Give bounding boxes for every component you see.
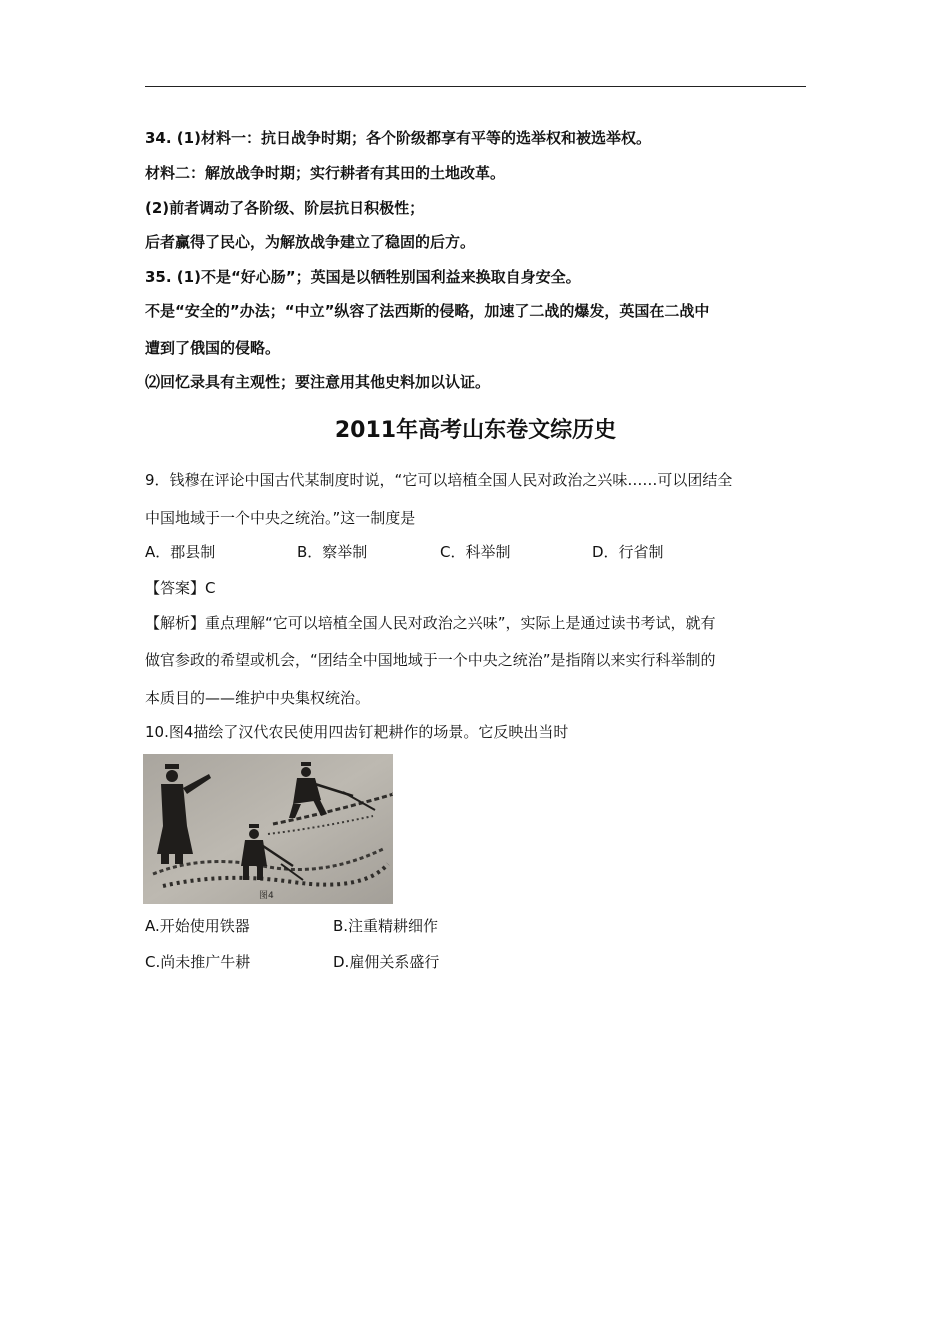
answer-34-line-1: 34. (1)材料一：抗日战争时期；各个阶级都享有平等的选举权和被选举权。: [145, 129, 651, 147]
q9-analysis-line-1: 【解析】重点理解“它可以培植全国人民对政治之兴味”，实际上是通过读书考试，就有: [145, 614, 716, 632]
header-rule: [145, 86, 806, 87]
section-title: 2011年高考山东卷文综历史: [334, 418, 617, 443]
answer-35-line-4: ⑵回忆录具有主观性；要注意用其他史料加以认证。: [145, 373, 491, 391]
q10-option-b: B.注重精耕细作: [333, 917, 439, 935]
q10-option-a: A.开始使用铁器: [145, 917, 250, 935]
answer-34-line-2: 材料二：解放战争时期；实行耕者有其田的土地改革。: [145, 164, 506, 182]
q9-stem-line-1: 9．钱穆在评论中国古代某制度时说，“它可以培植全国人民对政治之兴味……可以团结全: [145, 471, 733, 489]
q9-answer: 【答案】C: [145, 579, 216, 597]
q10-stem: 10.图4描绘了汉代农民使用四齿钉耙耕作的场景。它反映出当时: [145, 723, 569, 741]
answer-34-line-4: 后者赢得了民心，为解放战争建立了稳固的后方。: [145, 233, 476, 251]
q10-figure-image: [143, 754, 393, 904]
answer-35-line-2: 不是“安全的”办法；“中立”纵容了法西斯的侵略，加速了二战的爆发，英国在二战中: [145, 302, 710, 320]
q9-stem-line-2: 中国地域于一个中央之统治。”这一制度是: [145, 509, 416, 527]
q9-analysis-line-2: 做官参政的希望或机会，“团结全中国地域于一个中央之统治”是指隋以来实行科举制的: [145, 651, 716, 669]
answer-34-line-3: (2)前者调动了各阶级、阶层抗日积极性；: [145, 199, 425, 217]
q10-option-c: C.尚未推广牛耕: [145, 953, 251, 971]
q10-figure-caption: 图4: [259, 891, 274, 901]
q9-option-b: B．察举制: [297, 543, 368, 561]
q9-analysis-line-3: 本质目的——维护中央集权统治。: [145, 689, 371, 707]
q9-option-c: C．科举制: [440, 543, 511, 561]
answer-35-line-1: 35. (1)不是“好心肠”；英国是以牺牲别国利益来换取自身安全。: [145, 268, 581, 286]
q9-option-d: D．行省制: [592, 543, 664, 561]
answer-35-line-3: 遭到了俄国的侵略。: [145, 339, 281, 357]
q9-option-a: A．郡县制: [145, 543, 216, 561]
q10-option-d: D.雇佣关系盛行: [333, 953, 440, 971]
